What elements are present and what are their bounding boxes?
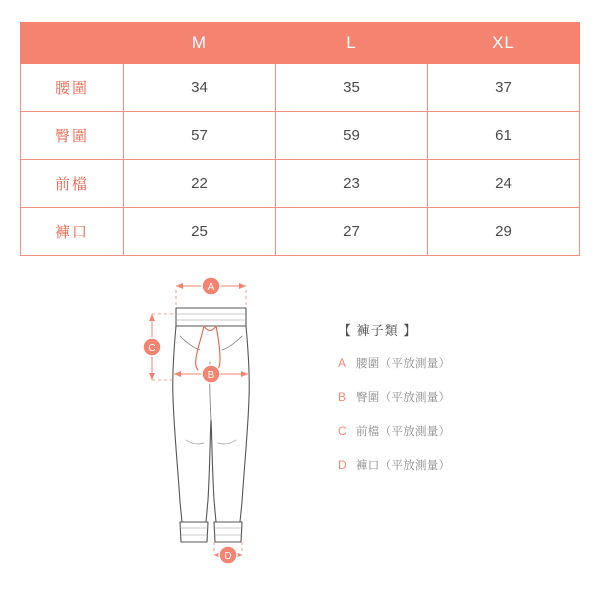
cell-hip-l: 59 (276, 112, 428, 160)
marker-d-label: D (224, 551, 232, 562)
cell-rise-xl: 24 (428, 160, 580, 208)
marker-b (202, 365, 220, 383)
row-label-rise: 前檔 (21, 160, 124, 208)
measurement-illustration-area (0, 262, 600, 592)
table-row (21, 208, 580, 256)
legend-item-b (338, 389, 548, 405)
legend-text-c: 前檔（平放測量） (356, 426, 451, 438)
cell-rise-l: 23 (276, 160, 428, 208)
size-table (20, 22, 580, 256)
cell-leg-opening-xl: 29 (428, 208, 580, 256)
table-body (21, 64, 580, 256)
table-corner-cell (21, 23, 124, 64)
cell-hip-m: 57 (124, 112, 276, 160)
marker-c (143, 338, 161, 356)
table-row (21, 112, 580, 160)
row-label-waist: 腰圍 (21, 64, 124, 112)
legend-text-a: 腰圍（平放測量） (356, 358, 451, 370)
legend-item-d (338, 457, 548, 473)
table-header-row (21, 23, 580, 64)
table-row (21, 64, 580, 112)
row-label-hip: 臀圍 (21, 112, 124, 160)
legend-key-d: D (338, 458, 347, 472)
cell-rise-m: 22 (124, 160, 276, 208)
column-header-m: M (124, 23, 276, 64)
cell-waist-l: 35 (276, 64, 428, 112)
legend-key-c: C (338, 424, 347, 438)
legend-item-c (338, 423, 548, 439)
table-head (21, 23, 580, 64)
pants-illustration-icon (173, 308, 250, 542)
legend (338, 320, 548, 491)
cell-hip-xl: 61 (428, 112, 580, 160)
cell-leg-opening-l: 27 (276, 208, 428, 256)
legend-key-b: B (338, 390, 347, 404)
marker-b-label: B (207, 370, 215, 381)
pants-diagram (130, 270, 340, 570)
marker-a (202, 277, 220, 295)
cell-waist-m: 34 (124, 64, 276, 112)
legend-text-d: 褲口（平放測量） (356, 460, 451, 472)
legend-text-b: 臀圍（平放測量） (356, 392, 451, 404)
marker-a-label: A (207, 282, 215, 293)
row-label-leg-opening: 褲口 (21, 208, 124, 256)
legend-item-a (338, 355, 548, 371)
legend-key-a: A (338, 356, 347, 370)
table-row (21, 160, 580, 208)
cell-leg-opening-m: 25 (124, 208, 276, 256)
cell-waist-xl: 37 (428, 64, 580, 112)
column-header-l: L (276, 23, 428, 64)
marker-d (219, 546, 237, 564)
legend-title: 【 褲子類 】 (338, 323, 418, 338)
column-header-xl: XL (428, 23, 580, 64)
marker-c-label: C (148, 343, 156, 354)
